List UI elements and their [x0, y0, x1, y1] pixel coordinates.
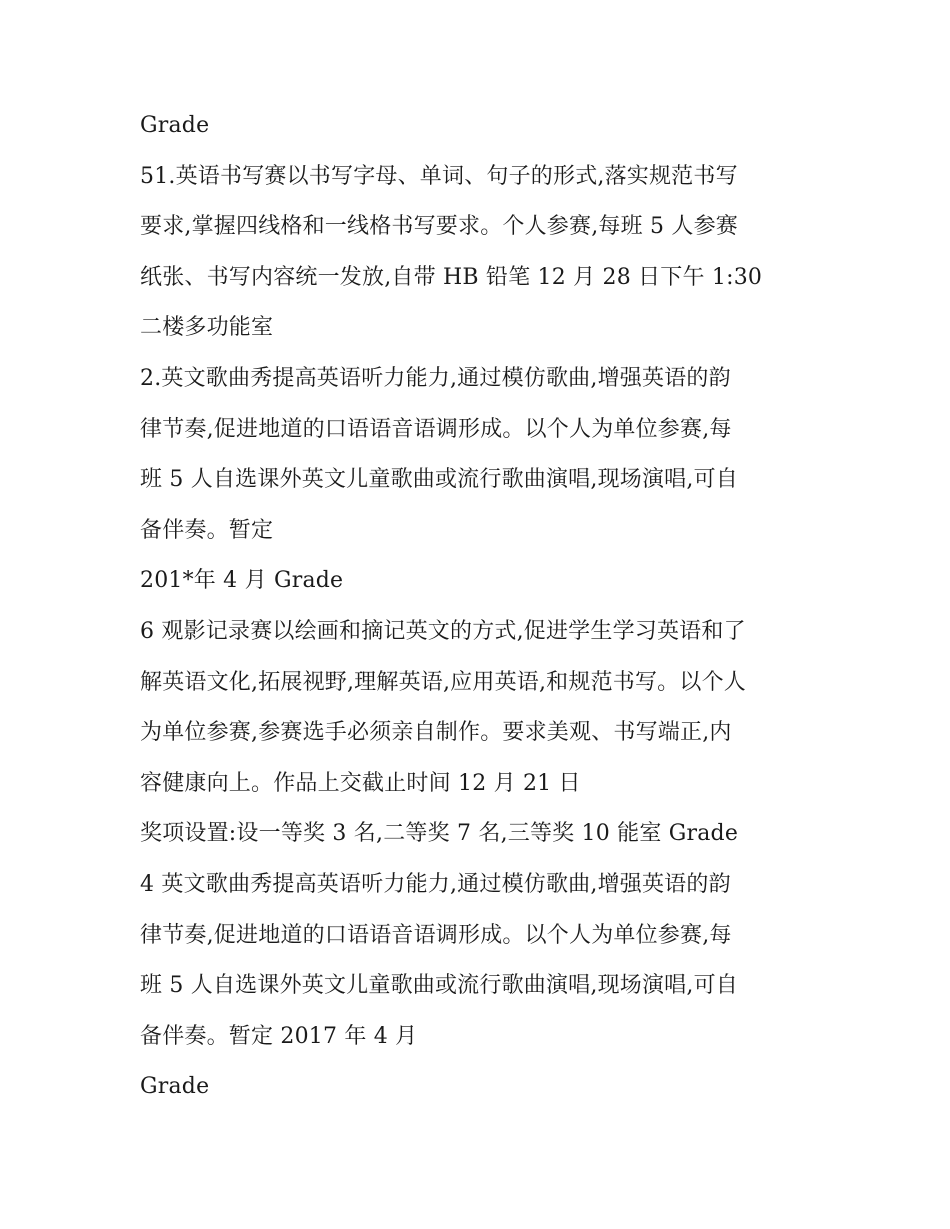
text-line: 6 观影记录赛以绘画和摘记英文的方式,促进学生学习英语和了	[140, 618, 746, 644]
text-line: 奖项设置:设一等奖 3 名,二等奖 7 名,三等奖 10 能室 Grade	[140, 821, 739, 847]
text-line: 班 5 人自选课外英文儿童歌曲或流行歌曲演唱,现场演唱,可自	[140, 973, 738, 999]
text-line: 解英语文化,拓展视野,理解英语,应用英语,和规范书写。以个人	[140, 669, 746, 695]
text-line: 51.英语书写赛以书写字母、单词、句子的形式,落实规范书写	[140, 163, 738, 189]
text-line: Grade	[140, 1074, 210, 1100]
text-line: 班 5 人自选课外英文儿童歌曲或流行歌曲演唱,现场演唱,可自	[140, 467, 738, 493]
text-line: 201*年 4 月 Grade	[140, 568, 344, 594]
text-line: 备伴奏。暂定 2017 年 4 月	[140, 1023, 418, 1049]
text-line: 二楼多功能室	[140, 315, 274, 341]
text-line: 为单位参赛,参赛选手必须亲自制作。要求美观、书写端正,内	[140, 720, 732, 746]
text-line: Grade	[140, 113, 210, 138]
text-line: 容健康向上。作品上交截止时间 12 月 21 日	[140, 770, 581, 796]
text-line: 4 英文歌曲秀提高英语听力能力,通过模仿歌曲,增强英语的韵	[140, 871, 731, 897]
text-line: 备伴奏。暂定	[140, 517, 274, 543]
text-line: 2.英文歌曲秀提高英语听力能力,通过模仿歌曲,增强英语的韵	[140, 365, 731, 391]
text-line: 要求,掌握四线格和一线格书写要求。个人参赛,每班 5 人参赛	[140, 214, 738, 240]
text-line: 律节奏,促进地道的口语语音语调形成。以个人为单位参赛,每	[140, 922, 732, 948]
document-body	[140, 101, 820, 1113]
text-line: 纸张、书写内容统一发放,自带 HB 铅笔 12 月 28 日下午 1:30	[140, 264, 763, 290]
text-line: 律节奏,促进地道的口语语音语调形成。以个人为单位参赛,每	[140, 416, 732, 442]
